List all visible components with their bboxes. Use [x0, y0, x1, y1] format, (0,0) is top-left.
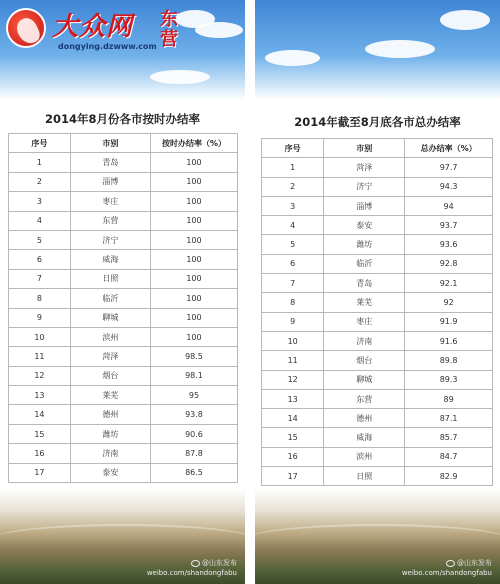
cell-index: 14 — [262, 409, 324, 428]
cell-rate: 94.3 — [405, 177, 493, 196]
cell-city: 威海 — [324, 428, 405, 447]
cell-index: 2 — [9, 172, 71, 191]
cell-index: 8 — [9, 289, 71, 308]
cell-city: 济宁 — [324, 177, 405, 196]
cell-index: 15 — [9, 424, 71, 443]
header-rate: 按时办结率（%） — [150, 134, 237, 153]
cell-rate: 100 — [150, 308, 237, 327]
weibo-eye-icon — [191, 560, 200, 567]
weibo-url: weibo.com/shandongfabu — [401, 569, 492, 577]
table-row — [9, 386, 238, 405]
cell-rate: 92.8 — [405, 254, 493, 273]
table-row — [9, 250, 238, 269]
table-row — [262, 158, 493, 177]
cell-city: 潍坊 — [324, 235, 405, 254]
cloud — [265, 50, 320, 66]
cell-index: 16 — [9, 444, 71, 463]
cell-rate: 92.1 — [405, 274, 493, 293]
table-row — [262, 312, 493, 331]
cell-rate: 89.8 — [405, 351, 493, 370]
cell-city: 青岛 — [324, 274, 405, 293]
table-row — [262, 177, 493, 196]
weibo-credit — [147, 558, 237, 578]
cell-city: 日照 — [70, 269, 150, 288]
cell-index: 6 — [9, 250, 71, 269]
table-row — [9, 269, 238, 288]
cell-city: 泰安 — [324, 216, 405, 235]
table-row — [262, 293, 493, 312]
table-row — [262, 409, 493, 428]
left-rate-table — [8, 133, 238, 483]
table-row — [262, 254, 493, 273]
cell-rate: 100 — [150, 211, 237, 230]
table-row — [9, 308, 238, 327]
header-rate: 总办结率（%） — [405, 139, 493, 158]
cell-rate: 95 — [150, 386, 237, 405]
table-row — [9, 327, 238, 346]
table-row — [9, 192, 238, 211]
cell-city: 枣庄 — [70, 192, 150, 211]
cell-rate: 84.7 — [405, 447, 493, 466]
sky-background — [255, 0, 500, 100]
site-logo[interactable] — [6, 6, 245, 61]
weibo-credit — [402, 558, 492, 578]
cell-index: 9 — [9, 308, 71, 327]
cell-city: 济宁 — [70, 230, 150, 249]
weibo-eye-icon — [446, 560, 455, 567]
cell-city: 临沂 — [70, 289, 150, 308]
right-rate-table — [261, 138, 493, 486]
cell-rate: 98.1 — [150, 366, 237, 385]
cell-index: 8 — [262, 293, 324, 312]
table-row — [262, 331, 493, 350]
table-row — [9, 424, 238, 443]
cell-city: 莱芜 — [70, 386, 150, 405]
cell-rate: 100 — [150, 172, 237, 191]
header-city: 市别 — [70, 134, 150, 153]
table-row — [262, 467, 493, 486]
cell-rate: 100 — [150, 289, 237, 308]
table-row — [262, 370, 493, 389]
logo-url-text: dongying.dzwww.com — [58, 42, 157, 51]
left-table-title: 2014年8月份各市按时办结率 — [44, 112, 200, 126]
header-index: 序号 — [262, 139, 324, 158]
cell-index: 17 — [262, 467, 324, 486]
weibo-handle: @山东发布 — [457, 559, 492, 567]
cell-city: 淄博 — [324, 196, 405, 215]
cell-city: 日照 — [324, 467, 405, 486]
cell-rate: 93.7 — [405, 216, 493, 235]
cell-rate: 90.6 — [150, 424, 237, 443]
table-row — [9, 172, 238, 191]
flame-logo-icon — [6, 8, 46, 48]
cell-index: 12 — [9, 366, 71, 385]
table-row — [9, 347, 238, 366]
table-row — [262, 216, 493, 235]
table-row — [262, 235, 493, 254]
cell-city: 聊城 — [324, 370, 405, 389]
cell-city: 滨州 — [70, 327, 150, 346]
cell-city: 威海 — [70, 250, 150, 269]
cell-index: 3 — [262, 196, 324, 215]
cell-index: 12 — [262, 370, 324, 389]
table-row — [262, 428, 493, 447]
cell-index: 11 — [262, 351, 324, 370]
cell-city: 德州 — [70, 405, 150, 424]
cell-city: 东营 — [324, 389, 405, 408]
cell-index: 11 — [9, 347, 71, 366]
cell-index: 4 — [9, 211, 71, 230]
cloud — [440, 10, 490, 30]
cell-index: 3 — [9, 192, 71, 211]
cell-index: 14 — [9, 405, 71, 424]
cell-rate: 100 — [150, 250, 237, 269]
cell-rate: 92 — [405, 293, 493, 312]
cell-index: 10 — [262, 331, 324, 350]
table-row — [9, 289, 238, 308]
cell-index: 4 — [262, 216, 324, 235]
cell-index: 13 — [262, 389, 324, 408]
cell-city: 临沂 — [324, 254, 405, 273]
cell-rate: 89.3 — [405, 370, 493, 389]
cell-index: 1 — [262, 158, 324, 177]
cell-city: 德州 — [324, 409, 405, 428]
cell-index: 7 — [262, 274, 324, 293]
cell-city: 枣庄 — [324, 312, 405, 331]
cell-rate: 97.7 — [405, 158, 493, 177]
cell-rate: 91.9 — [405, 312, 493, 331]
cell-index: 6 — [262, 254, 324, 273]
cell-city: 淄博 — [70, 172, 150, 191]
cell-city: 青岛 — [70, 153, 150, 172]
weibo-handle: @山东发布 — [202, 559, 237, 567]
table-row — [9, 211, 238, 230]
cell-rate: 100 — [150, 153, 237, 172]
table-row — [262, 389, 493, 408]
table-header-row — [9, 134, 238, 153]
cell-rate: 89 — [405, 389, 493, 408]
table-row — [9, 463, 238, 482]
cell-city: 烟台 — [70, 366, 150, 385]
cell-rate: 100 — [150, 327, 237, 346]
table-row — [9, 366, 238, 385]
cell-rate: 100 — [150, 230, 237, 249]
table-row — [262, 351, 493, 370]
cell-rate: 100 — [150, 192, 237, 211]
cell-city: 菏泽 — [324, 158, 405, 177]
cell-city: 菏泽 — [70, 347, 150, 366]
table-row — [262, 447, 493, 466]
cell-city: 济南 — [70, 444, 150, 463]
table-row — [9, 153, 238, 172]
cell-rate: 87.8 — [150, 444, 237, 463]
cell-rate: 100 — [150, 269, 237, 288]
cell-rate: 98.5 — [150, 347, 237, 366]
right-panel — [255, 0, 500, 584]
logo-brand-text: 大众网 — [52, 12, 134, 42]
cell-city: 济南 — [324, 331, 405, 350]
cell-index: 13 — [9, 386, 71, 405]
header-city: 市别 — [324, 139, 405, 158]
cell-index: 10 — [9, 327, 71, 346]
right-table-title: 2014年截至8月底各市总办结率 — [294, 115, 461, 129]
cell-rate: 86.5 — [150, 463, 237, 482]
cell-index: 16 — [262, 447, 324, 466]
cell-index: 5 — [9, 230, 71, 249]
cell-rate: 91.6 — [405, 331, 493, 350]
table-row — [262, 274, 493, 293]
cell-index: 15 — [262, 428, 324, 447]
cell-city: 滨州 — [324, 447, 405, 466]
cell-rate: 93.8 — [150, 405, 237, 424]
cell-city: 莱芜 — [324, 293, 405, 312]
cell-index: 9 — [262, 312, 324, 331]
cell-index: 2 — [262, 177, 324, 196]
cell-rate: 93.6 — [405, 235, 493, 254]
cell-city: 东营 — [70, 211, 150, 230]
table-row — [9, 405, 238, 424]
table-row — [9, 230, 238, 249]
cell-city: 潍坊 — [70, 424, 150, 443]
cell-city: 泰安 — [70, 463, 150, 482]
table-header-row — [262, 139, 493, 158]
cloud — [365, 40, 435, 58]
cell-rate: 85.7 — [405, 428, 493, 447]
cell-rate: 82.9 — [405, 467, 493, 486]
cloud — [150, 70, 210, 84]
cell-city: 聊城 — [70, 308, 150, 327]
table-row — [9, 444, 238, 463]
cell-index: 17 — [9, 463, 71, 482]
cell-index: 7 — [9, 269, 71, 288]
table-row — [262, 196, 493, 215]
left-panel — [0, 0, 245, 584]
cell-city: 烟台 — [324, 351, 405, 370]
header-index: 序号 — [9, 134, 71, 153]
cell-index: 5 — [262, 235, 324, 254]
logo-city-text: 东营 — [160, 9, 178, 50]
cell-rate: 94 — [405, 196, 493, 215]
cell-rate: 87.1 — [405, 409, 493, 428]
weibo-url: weibo.com/shandongfabu — [146, 569, 237, 577]
cell-index: 1 — [9, 153, 71, 172]
